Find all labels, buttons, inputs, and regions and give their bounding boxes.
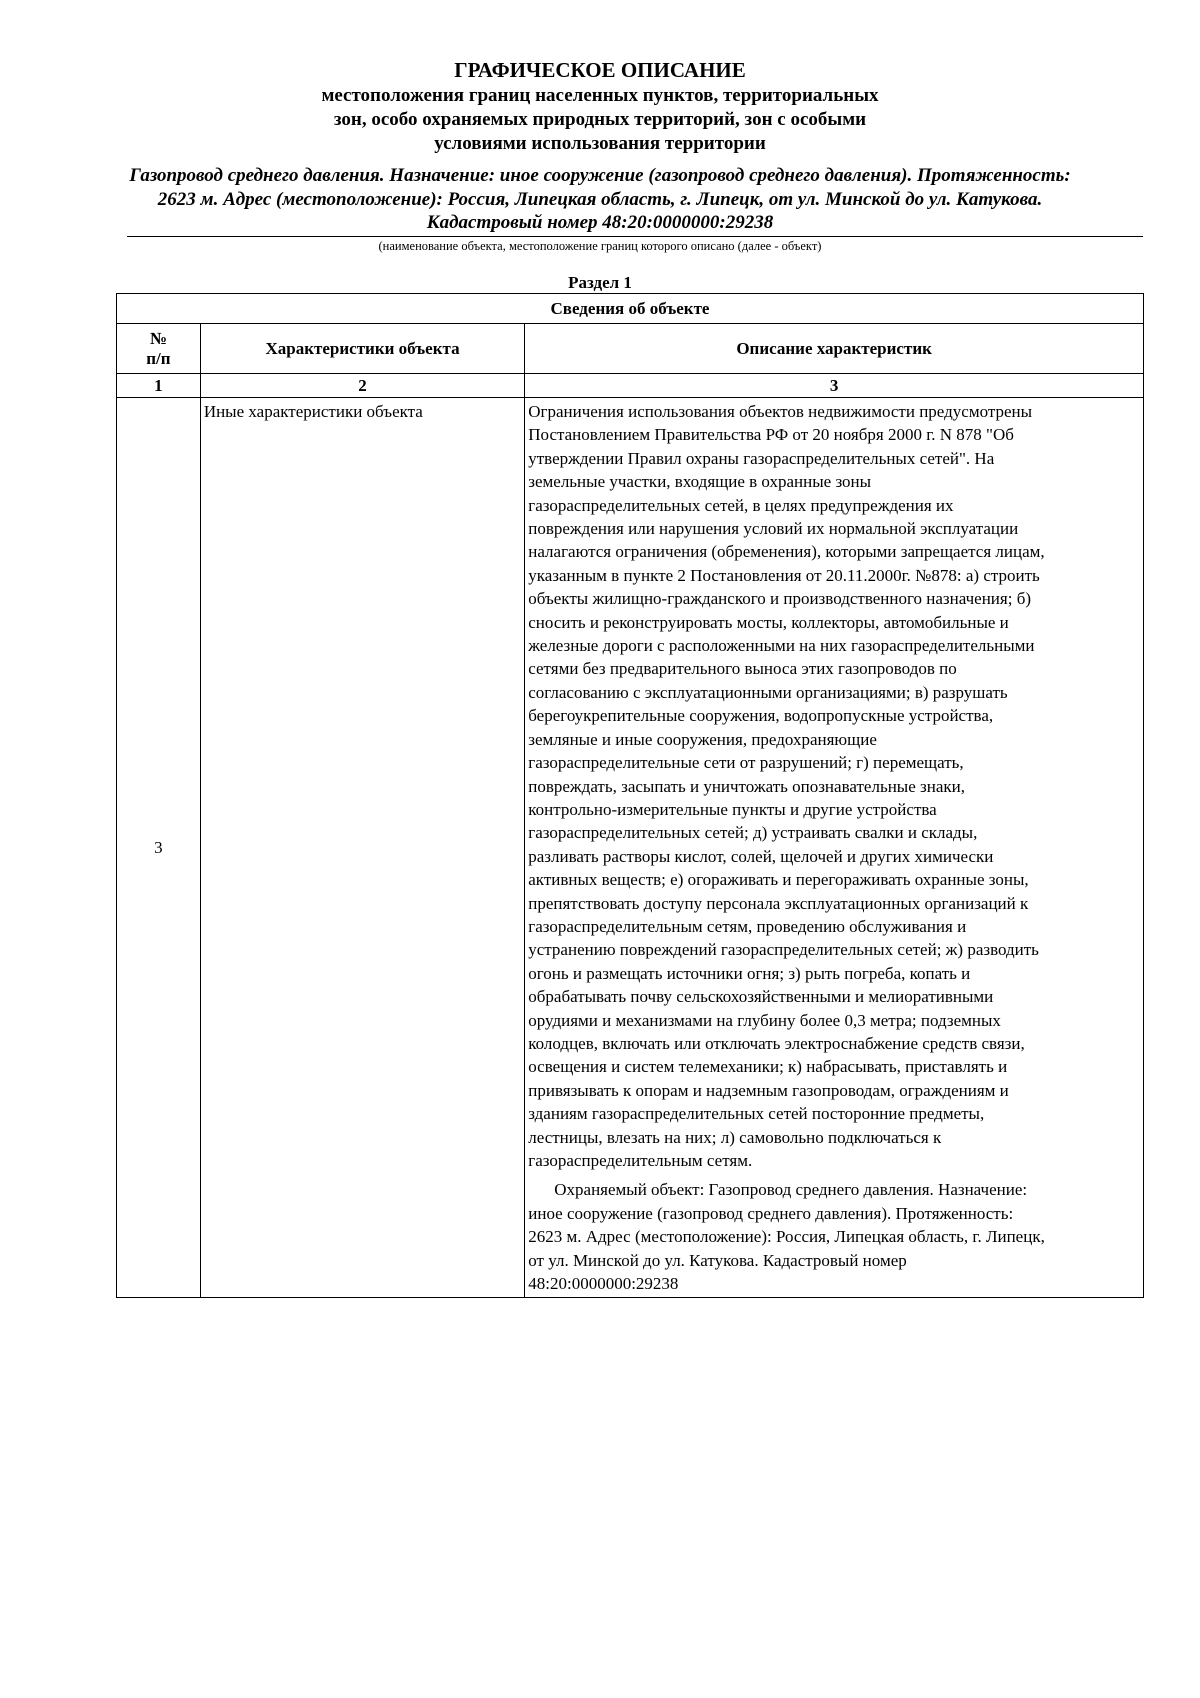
description-line: огонь и размещать источники огня; з) рыть погреба, копать и <box>528 963 971 983</box>
column-header-number-line2: п/п <box>146 348 171 368</box>
subtitle-line: зон, особо охраняемых природных территорий, зон с особыми <box>333 109 867 130</box>
description-line: контрольно-измерительные пункты и другие устройства <box>528 799 937 819</box>
description-line: сетями без предварительного выноса этих газопроводов по <box>528 659 957 679</box>
object-name-underline <box>127 236 1143 237</box>
description-line: газораспределительных сетей, в целях предупреждения их <box>528 495 954 515</box>
column-number-3: 3 <box>525 374 1144 398</box>
row-characteristic: Иные характеристики объекта <box>200 398 524 1298</box>
column-header-description: Описание характеристик <box>525 324 1144 374</box>
description-line: активных веществ; е) огораживать и перегораживать охранные зоны, <box>528 870 1029 890</box>
object-caption: (наименование объекта, местоположение границ которого описано (далее - объект) <box>378 239 822 253</box>
description-line: берегоукрепительные сооружения, водопропускные устройства, <box>528 706 994 726</box>
description-line: привязывать к опорам и надземным газопроводам, ограждениям и <box>528 1080 1009 1100</box>
protected-object-line: Охраняемый объект: Газопровод среднего давления. Назначение: <box>554 1180 1028 1200</box>
description-line: Ограничения использования объектов недвижимости предусмотрены <box>528 402 1033 421</box>
protected-object-line: 48:20:0000000:29238 <box>528 1274 679 1294</box>
section-title: Раздел 1 <box>568 273 632 292</box>
column-number-2: 2 <box>200 374 524 398</box>
protected-object-line: 2623 м. Адрес (местоположение): Россия, Липецкая область, г. Липецк, <box>528 1227 1045 1247</box>
description-line: газораспределительных сетей; д) устраивать свалки и склады, <box>528 823 978 843</box>
description-line: препятствовать доступу персонала эксплуатационных организаций к <box>528 893 1029 913</box>
description-line: указанным в пункте 2 Постановления от 20.11.2000г. №878: а) строить <box>528 565 1040 585</box>
object-name-line: 2623 м. Адрес (местоположение): Россия, Липецкая область, г. Липецк, от ул. Минской до ул. Катукова. <box>157 188 1043 210</box>
document-subtitle <box>100 84 1100 156</box>
description-line: разливать растворы кислот, солей, щелочей и других химически <box>528 846 994 866</box>
row-number: 3 <box>117 398 201 1298</box>
description-line: объекты жилищно-гражданского и производственного назначения; б) <box>528 589 1032 609</box>
restrictions-text <box>528 400 1140 1172</box>
column-number-1: 1 <box>117 374 201 398</box>
description-line: железные дороги с расположенными на них газораспределительными <box>528 636 1035 656</box>
description-line: устранению повреждений газораспределительных сетей; ж) разводить <box>528 940 1039 960</box>
object-info-table <box>116 293 1144 1298</box>
description-line: земельные участки, входящие в охранные зоны <box>528 472 872 492</box>
subtitle-line: местоположения границ населенных пунктов, территориальных <box>321 85 879 106</box>
description-line: газораспределительным сетям. <box>528 1151 753 1170</box>
document-title: ГРАФИЧЕСКОЕ ОПИСАНИЕ <box>454 58 746 82</box>
description-line: налагаются ограничения (обременения), которыми запрещается лицам, <box>528 542 1045 562</box>
column-header-number-line1: № <box>149 328 167 348</box>
protected-object-line: от ул. Минской до ул. Катукова. Кадастровый номер <box>528 1250 907 1270</box>
description-line: Постановлением Правительства РФ от 20 ноября 2000 г. N 878 "Об <box>528 425 1014 445</box>
column-header-characteristics: Характеристики объекта <box>200 324 524 374</box>
description-line: орудиями и механизмами на глубину более 0,3 метра; подземных <box>528 1010 1001 1030</box>
description-line: зданиям газораспределительных сетей посторонние предметы, <box>528 1104 985 1124</box>
object-name <box>100 164 1100 235</box>
description-line: освещения и систем телемеханики; к) набрасывать, приставлять и <box>528 1057 1008 1077</box>
description-line: согласованию с эксплуатационными организациями; в) разрушать <box>528 682 1008 702</box>
description-line: лестницы, влезать на них; л) самовольно подключаться к <box>528 1127 942 1147</box>
protected-object-line: иное сооружение (газопровод среднего давления). Протяженность: <box>528 1203 1014 1223</box>
column-header-number <box>117 324 201 374</box>
description-line: повреждения или нарушения условий их нормальной эксплуатации <box>528 519 1019 539</box>
protected-object-text <box>528 1178 1140 1295</box>
description-line: колодцев, включать или отключать электроснабжение средств связи, <box>528 1033 1025 1053</box>
description-line: повреждать, засыпать и уничтожать опознавательные знаки, <box>528 776 965 796</box>
subtitle-line: условиями использования территории <box>434 133 766 154</box>
description-line: сносить и реконструировать мосты, коллекторы, автомобильные и <box>528 612 1009 632</box>
row-description <box>525 398 1144 1298</box>
description-line: земляные и иные сооружения, предохраняющие <box>528 729 877 749</box>
description-line: утверждении Правил охраны газораспределительных сетей". На <box>528 448 995 468</box>
object-name-line: Газопровод среднего давления. Назначение: иное сооружение (газопровод среднего давления). Протяженность: <box>129 165 1071 186</box>
table-heading: Сведения об объекте <box>117 294 1144 324</box>
object-name-line: Кадастровый номер 48:20:0000000:29238 <box>426 212 774 233</box>
description-line: обрабатывать почву сельскохозяйственными и мелиоративными <box>528 987 994 1007</box>
table-row <box>117 398 1144 1298</box>
description-line: газораспределительным сетям, проведению обслуживания и <box>528 916 967 936</box>
description-line: газораспределительные сети от разрушений; г) перемещать, <box>528 753 964 773</box>
